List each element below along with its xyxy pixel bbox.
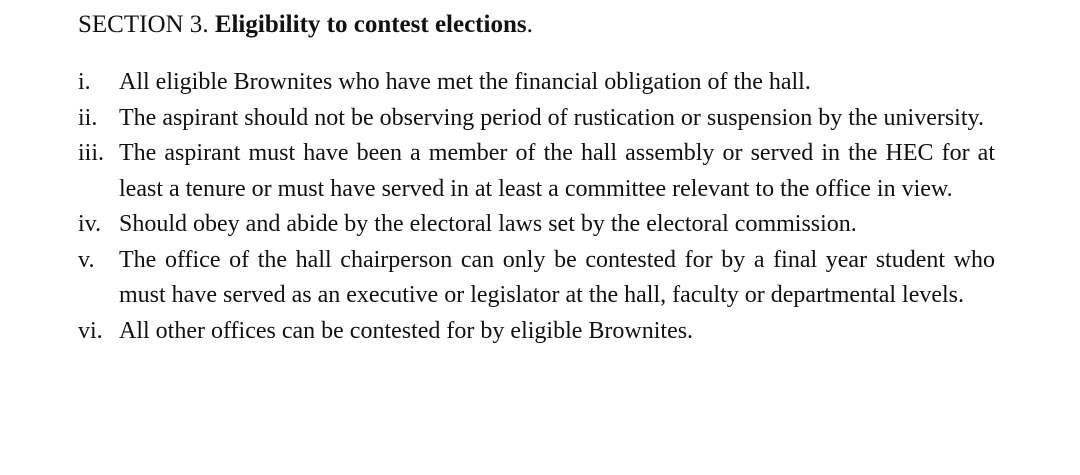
- eligibility-list: [0, 65, 1080, 349]
- section-heading: [78, 9, 533, 41]
- list-item: [0, 101, 1080, 137]
- list-item-text: All eligible Brownites who have met the financial obligation of the hall.: [119, 69, 811, 95]
- section-label: SECTION 3: [78, 11, 203, 38]
- list-item-text: Should obey and abide by the electoral laws set by the electoral commission.: [119, 211, 857, 237]
- list-item: [0, 243, 1080, 314]
- section-terminator: .: [526, 11, 533, 38]
- list-item-text: The office of the hall chairperson can only be contested for by a final year student who must have served as an executive or legislator at the hall, faculty or departmental levels.: [119, 246, 995, 308]
- list-item-numeral: vi.: [78, 317, 103, 344]
- list-item-text: All other offices can be contested for by eligible Brownites.: [119, 317, 694, 344]
- list-item-numeral: ii.: [78, 104, 98, 131]
- list-item-numeral: i.: [78, 69, 91, 95]
- list-item-numeral: v.: [78, 246, 95, 273]
- list-item: [0, 136, 1080, 207]
- section-title: Eligibility to contest elections: [214, 11, 527, 38]
- list-item-text: The aspirant should not be observing period of rustication or suspension by the university.: [119, 104, 984, 131]
- section-separator: .: [202, 11, 215, 38]
- list-item-numeral: iii.: [78, 140, 105, 166]
- list-item-numeral: iv.: [78, 211, 102, 237]
- list-item: [0, 65, 1080, 101]
- list-item: [0, 314, 1080, 350]
- list-item: [0, 207, 1080, 243]
- list-item-text: The aspirant must have been a member of the hall assembly or served in the HEC for at least a tenure or must have served in at least a committee relevant to the office in view.: [119, 140, 995, 202]
